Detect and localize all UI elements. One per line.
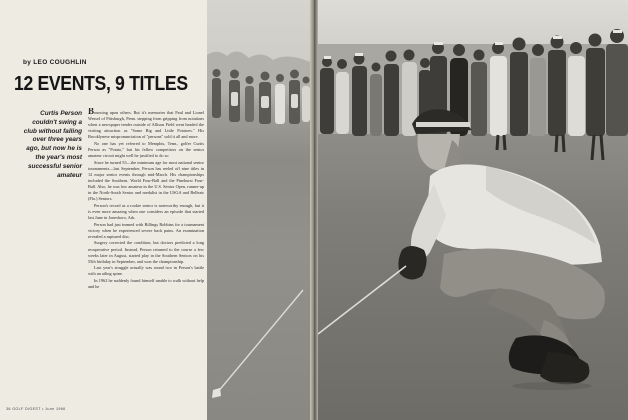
left-photo-art [207,0,310,420]
body-paragraph: Bouncing upon others. But it's memories that Paul and Lionel Wessel of Pittsburgh, Penn. stepping from gripping from notations when a newspaper tender outside of Allison Field went headed the visiting attraction as "Some Big and Little Potatoes." His Brooklynese mispronunciation of "persons" sold it all and more. [88,108,204,140]
article-body [88,108,204,408]
page-folio: 36 GOLF DIGEST • June 1966 [6,407,66,411]
left-page-photo-strip [207,0,310,420]
body-paragraph: In 1962 he suddenly found himself unable to walk without help and he [88,278,204,290]
body-paragraph: Since he turned 55—the minimum age for most national senior tournaments—last September, Person has reeled off nine titles in 12 major senior events through mid-March. His championships included the Southern, World Four-Ball and the Pinehurst Four-Ball. Also, he was low amateur in the U.S. Senior Open, runner-up in the North-South Senior and medalist in the USGA and Belleair (Fla.) Seniors. [88,159,204,202]
body-paragraph: Person had just teamed with Billings Robbins for a tournament victory when he experienced severe back pains. An examination revealed a ruptured disc. [88,221,204,239]
left-page [0,0,310,420]
golfer-figure [398,109,604,390]
body-paragraph: Person's record as a rookie senior is noteworthy enough, but it is even more amazing when one considers an episode that started last June in Jonesboro, Ark. [88,202,204,221]
golfer-photo-art [318,0,628,420]
body-paragraph: Surgery corrected the condition, but doctors predicted a long recuperative period. Instead, Person returned to the course a few weeks later in August, started play in the Southern Seniors on his 55th birthday in September, and won the championship. [88,240,204,264]
spectator-gallery [318,29,628,160]
body-paragraph: No one has yet referred to Memphis, Tenn., golfer Curtis Person as "Potato," but his fellow competitors on the senior amateur circuit might well be justified to do so. [88,140,204,159]
article-headline: 12 EVENTS, 9 TITLES [14,72,188,95]
byline: by LEO COUGHLIN [23,59,87,66]
body-paragraph: Last year's struggle actually was round two in Person's battle with an ailing spine. [88,265,204,277]
page-gutter [310,0,318,420]
right-page-photo [318,0,628,420]
putter-shaft [318,266,406,334]
article-deck: Curtis Person couldn't swing a club without falling over three years ago, but now he is the year's most successful senior amateur [23,110,82,179]
